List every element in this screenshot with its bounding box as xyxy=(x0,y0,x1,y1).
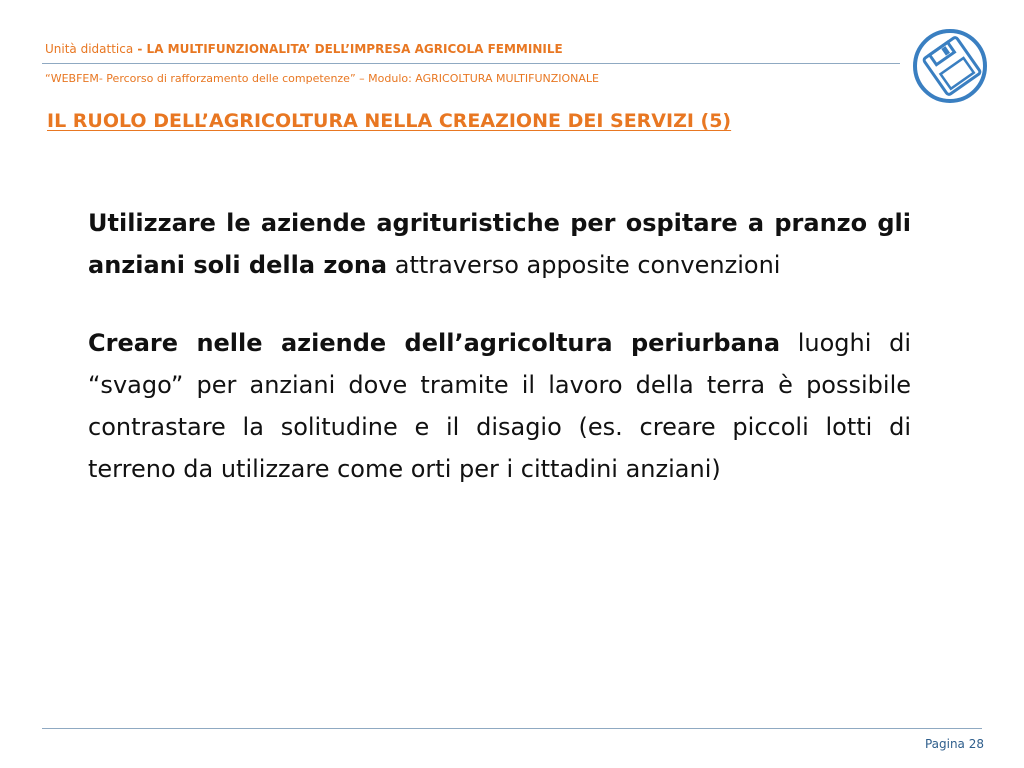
floppy-disk-icon xyxy=(910,26,990,106)
header-unit xyxy=(45,42,563,56)
slide-title: IL RUOLO DELL’AGRICOLTURA NELLA CREAZIONE DEI SERVIZI (5) xyxy=(47,110,732,132)
header-divider xyxy=(42,63,900,64)
header-subtitle: “WEBFEM- Percorso di rafforzamento delle competenze” – Modulo: AGRICOLTURA MULTIFUNZIONALE xyxy=(45,72,599,85)
page-number: Pagina 28 xyxy=(924,737,984,751)
slide-body xyxy=(88,202,911,526)
paragraph-1 xyxy=(88,202,911,286)
unit-title: - LA MULTIFUNZIONALITA’ DELL’IMPRESA AGRICOLA FEMMINILE xyxy=(133,42,563,56)
paragraph-2-normal: luoghi di “svago” per anziani dove tramite il lavoro della terra è possibile contrastare la solitudine e il disagio (es. creare piccoli lotti di terreno da utilizzare come orti per i cittadini anziani) xyxy=(88,329,911,483)
paragraph-2 xyxy=(88,322,911,490)
paragraph-1-normal: attraverso apposite convenzioni xyxy=(387,251,781,279)
paragraph-2-bold: Creare nelle aziende dell’agricoltura periurbana xyxy=(88,329,781,357)
footer-divider xyxy=(42,728,982,729)
unit-label: Unità didattica xyxy=(45,42,134,56)
paragraph-1-bold: Utilizzare le aziende agrituristiche per ospitare a pranzo gli anziani soli della zona xyxy=(88,209,911,279)
